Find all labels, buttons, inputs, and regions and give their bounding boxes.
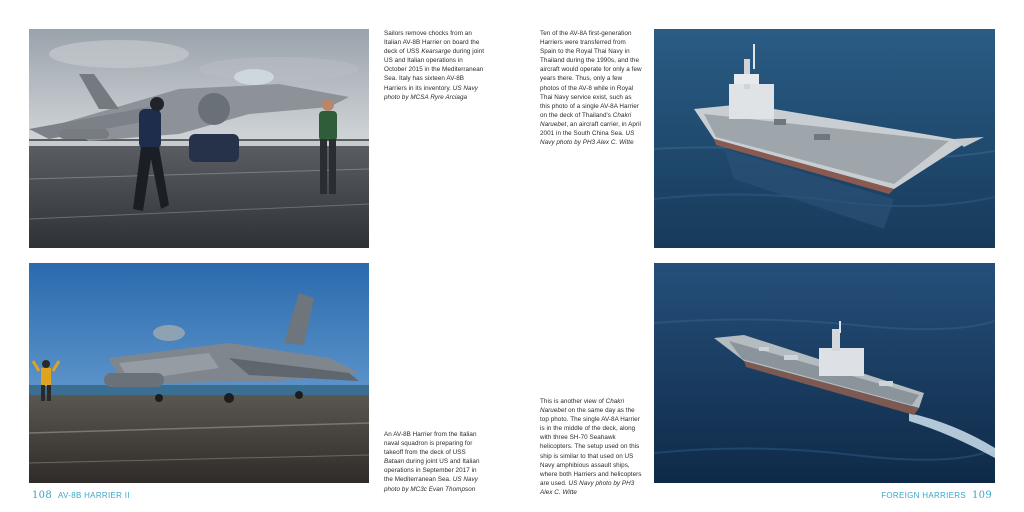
photo-harrier-kearsarge (29, 29, 369, 248)
photo-credit: US Navy photo by MCSA Ryre Arciaga (384, 84, 478, 101)
running-title-right: FOREIGN HARRIERS (881, 491, 966, 500)
caption-chakri-top (540, 29, 642, 147)
ship-name: Chakri Naruebet (540, 111, 632, 128)
caption-text: during joint US and Italian operations in September 2017 in the Mediterranean Sea. (384, 458, 480, 484)
caption-bataan (384, 430, 486, 494)
folio-left (32, 490, 130, 501)
photo-credit: US Navy photo by PH3 Alex C. Witte (540, 479, 635, 496)
photo-harrier-bataan (29, 263, 369, 483)
photo-chakri-naruebet-bottom (654, 263, 995, 483)
photo-credit: US Navy photo by PH3 Alex C. Witte (540, 130, 635, 147)
caption-text: during joint US and Italian operations in October 2015 in the Mediterranean Sea. Italy has sixteen AV-8B Harriers in its inventory. (384, 48, 485, 92)
ship-name: Kearsarge (421, 48, 451, 56)
ship-name: Chakri Naruebet (540, 398, 625, 415)
caption-kearsarge (384, 29, 487, 102)
caption-text: This is another view of (540, 398, 606, 405)
caption-text: Ten of the AV-8A first-generation Harriers were transferred from Spain to the Royal Thai Navy in Thailand during the 1990s, and the aircraft would operate for only a few years there. Thus, only a few photos of the AV-8 while in Royal Thai Navy service exist, such as this photo of a single AV-8A Harrier on the deck of Thailand's (540, 30, 642, 119)
photo-chakri-naruebet-top (654, 29, 995, 248)
folio-right (881, 490, 992, 501)
caption-text: , an aircraft carrier, in April 2001 in the South China Sea. (540, 120, 642, 138)
page-number-right: 109 (972, 490, 992, 501)
caption-chakri-bottom (540, 397, 642, 497)
caption-text: on the same day as the top photo. The single AV-8A Harrier is in the middle of the deck, along with three SH-70 Seahawk helicopters. The setup used on this ship is similar to that used on US Navy amphibious assault ships, where both Harriers and helicopters are used. (540, 407, 642, 487)
ship-name: Bataan (384, 458, 405, 466)
photo-credit: US Navy photo by MC3c Evan Thompson (384, 476, 478, 493)
caption-text: Sailors remove chocks from an Italian AV-8B Harrier on board the deck of USS (384, 30, 480, 56)
caption-text: An AV-8B Harrier from the Italian naval squadron is preparing for takeoff from the deck of USS (384, 431, 477, 457)
page-number-left: 108 (32, 490, 52, 501)
running-title-left: AV-8B HARRIER II (58, 491, 130, 500)
